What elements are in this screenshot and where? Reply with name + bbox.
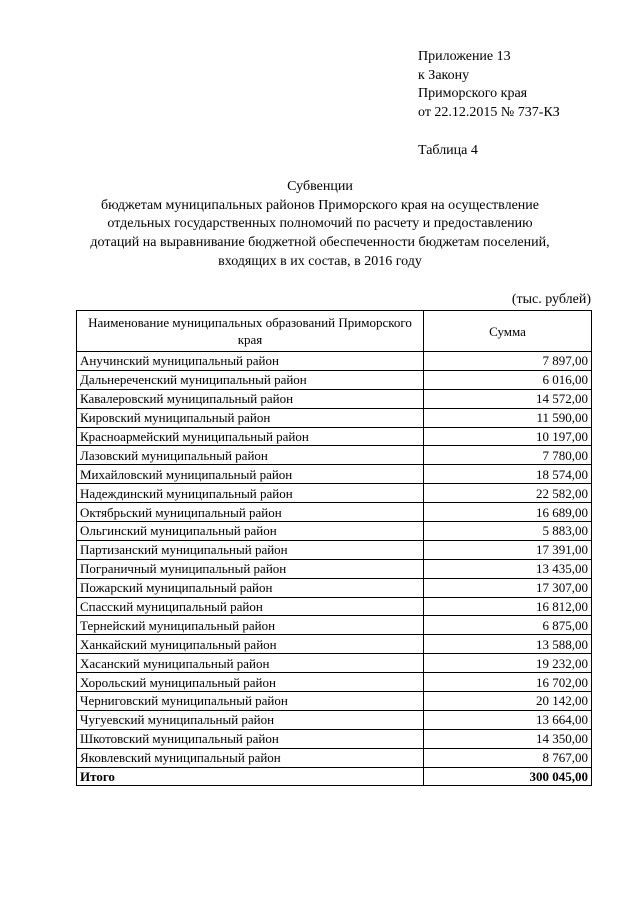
units-label: (тыс. рублей) (511, 292, 591, 307)
district-name: Ханкайский муниципальный район (77, 635, 424, 654)
district-sum: 8 767,00 (424, 748, 592, 767)
header-sum: Сумма (424, 311, 592, 352)
district-name: Кировский муниципальный район (77, 408, 424, 427)
table-row (77, 578, 592, 597)
district-name: Красноармейский муниципальный район (77, 427, 424, 446)
table-header-row (77, 311, 592, 352)
total-row (77, 767, 592, 786)
table-row (77, 408, 592, 427)
district-name: Шкотовский муниципальный район (77, 729, 424, 748)
appendix-line: к Закону (418, 67, 470, 83)
total-sum: 300 045,00 (424, 767, 592, 786)
district-sum: 20 142,00 (424, 692, 592, 711)
title-line: бюджетам муниципальных районов Приморского края на осуществление (101, 197, 539, 213)
district-name: Анучинский муниципальный район (77, 352, 424, 371)
table-row (77, 522, 592, 541)
district-name: Дальнереченский муниципальный район (77, 370, 424, 389)
table-row (77, 352, 592, 371)
district-sum: 7 780,00 (424, 446, 592, 465)
document-title (60, 178, 580, 272)
district-sum: 13 664,00 (424, 710, 592, 729)
table-row (77, 370, 592, 389)
district-sum: 5 883,00 (424, 522, 592, 541)
district-name: Спасский муниципальный район (77, 597, 424, 616)
district-sum: 6 875,00 (424, 616, 592, 635)
table-number: Таблица 4 (418, 143, 478, 158)
district-name: Черниговский муниципальный район (77, 692, 424, 711)
district-name: Хорольский муниципальный район (77, 673, 424, 692)
district-sum: 10 197,00 (424, 427, 592, 446)
table-row (77, 484, 592, 503)
table-row (77, 540, 592, 559)
table-row (77, 389, 592, 408)
district-sum: 19 232,00 (424, 654, 592, 673)
title-line: отдельных государственных полномочий по расчету и предоставлению (107, 216, 533, 232)
district-name: Ольгинский муниципальный район (77, 522, 424, 541)
district-sum: 14 572,00 (424, 389, 592, 408)
subsidies-table (76, 310, 592, 786)
district-name: Октябрьский муниципальный район (77, 503, 424, 522)
district-name: Тернейский муниципальный район (77, 616, 424, 635)
table-row (77, 616, 592, 635)
title-line: дотаций на выравнивание бюджетной обеспеченности бюджетам поселений, (90, 235, 550, 251)
table-row (77, 692, 592, 711)
district-sum: 14 350,00 (424, 729, 592, 748)
table-row (77, 673, 592, 692)
table-row (77, 597, 592, 616)
district-sum: 7 897,00 (424, 352, 592, 371)
district-sum: 13 435,00 (424, 559, 592, 578)
district-sum: 16 812,00 (424, 597, 592, 616)
district-name: Пожарский муниципальный район (77, 578, 424, 597)
district-name: Пограничный муниципальный район (77, 559, 424, 578)
appendix-line: Приложение 13 (418, 49, 511, 64)
table-row (77, 559, 592, 578)
district-sum: 16 702,00 (424, 673, 592, 692)
table-row (77, 446, 592, 465)
header-name: Наименование муниципальных образований Приморского края (77, 311, 424, 352)
district-sum: 17 307,00 (424, 578, 592, 597)
district-sum: 22 582,00 (424, 484, 592, 503)
total-label: Итого (77, 767, 424, 786)
title-line: Субвенции (287, 179, 353, 194)
appendix-line: от 22.12.2015 № 737-КЗ (418, 104, 560, 120)
table-row (77, 710, 592, 729)
district-sum: 16 689,00 (424, 503, 592, 522)
district-sum: 11 590,00 (424, 408, 592, 427)
appendix-line: Приморского края (418, 86, 528, 101)
district-name: Надеждинский муниципальный район (77, 484, 424, 503)
table-row (77, 654, 592, 673)
district-sum: 6 016,00 (424, 370, 592, 389)
table-row (77, 748, 592, 767)
district-name: Яковлевский муниципальный район (77, 748, 424, 767)
table-row (77, 729, 592, 748)
district-sum: 18 574,00 (424, 465, 592, 484)
table-row (77, 465, 592, 484)
title-line: входящих в их состав, в 2016 году (218, 253, 422, 269)
district-name: Чугуевский муниципальный район (77, 710, 424, 729)
table-row (77, 503, 592, 522)
district-name: Партизанский муниципальный район (77, 540, 424, 559)
table-row (77, 427, 592, 446)
district-name: Михайловский муниципальный район (77, 465, 424, 484)
table-row (77, 635, 592, 654)
district-sum: 17 391,00 (424, 540, 592, 559)
appendix-reference (418, 48, 560, 122)
district-name: Хасанский муниципальный район (77, 654, 424, 673)
district-name: Лазовский муниципальный район (77, 446, 424, 465)
district-name: Кавалеровский муниципальный район (77, 389, 424, 408)
district-sum: 13 588,00 (424, 635, 592, 654)
